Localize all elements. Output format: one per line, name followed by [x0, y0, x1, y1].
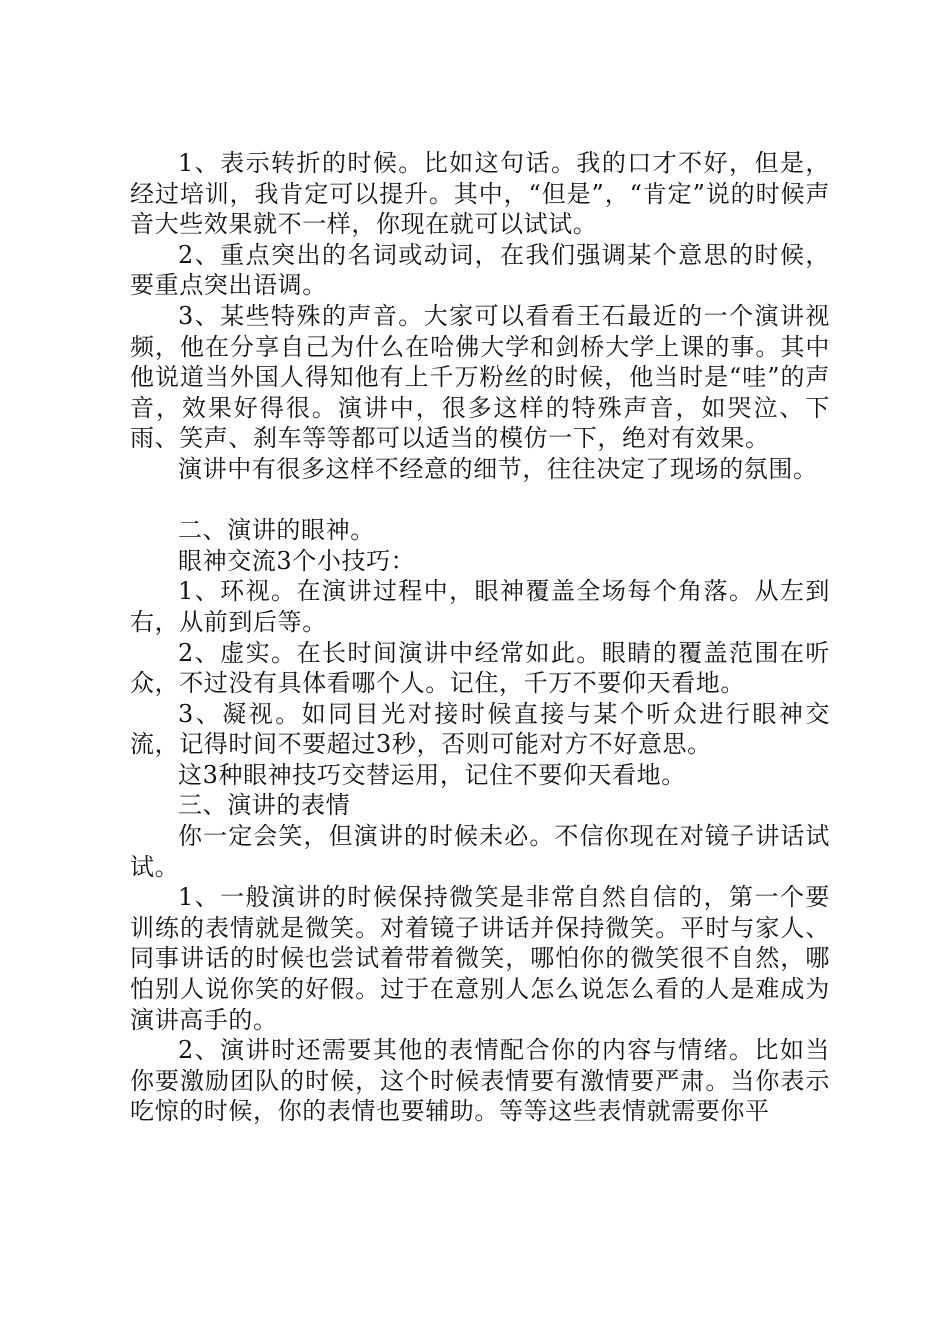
blank-line — [130, 485, 830, 516]
paragraph-details-summary: 演讲中有很多这样不经意的细节，往往决定了现场的氛围。 — [178, 454, 818, 483]
section-heading-expression: 三、演讲的表情 — [178, 791, 351, 820]
paragraph-eye-summary: 这3种眼神技巧交替运用，记住不要仰天看地。 — [178, 760, 686, 789]
paragraph-contrast-tone: 1、表示转折的时候。比如这句话。我的口才不好，但是，经过培训，我肯定可以提升。其中，“但是”，“肯定”说的时候声音大些效果就不一样，你现在就可以试试。 — [130, 149, 830, 239]
paragraph-expression-intro: 你一定会笑，但演讲的时候未必。不信你现在对镜子讲话试试。 — [130, 822, 830, 881]
paragraph-gaze: 3、凝视。如同目光对接时候直接与某个听众进行眼神交流，记得时间不要超过3秒，否则可能对方不好意思。 — [130, 699, 830, 759]
paragraph-eye-tips-intro: 眼神交流3个小技巧： — [178, 546, 416, 575]
paragraph-soft-focus: 2、虚实。在长时间演讲中经常如此。眼睛的覆盖范围在听众，不过没有具体看哪个人。记住，千万不要仰天看地。 — [130, 638, 830, 698]
paragraph-special-sounds: 3、某些特殊的声音。大家可以看看王石最近的一个演讲视频，他在分享自己为什么在哈佛大学和剑桥大学上课的事。其中他说道当外国人得知他有上千万粉丝的时候，他当时是“哇”的声音，效果好得很。演讲中，很多这样的特殊声音，如哭泣、下雨、笑声、刹车等等都可以适当的模仿一下，绝对有效果。 — [130, 301, 830, 453]
paragraph-other-expressions: 2、演讲时还需要其他的表情配合你的内容与情绪。比如当你要激励团队的时候，这个时候表情要有激情要严肃。当你表示吃惊的时候，你的表情也要辅助。等等这些表情就需要你平 — [130, 1036, 830, 1126]
paragraph-key-words: 2、重点突出的名词或动词，在我们强调某个意思的时候，要重点突出语调。 — [130, 240, 830, 300]
paragraph-scan: 1、环视。在演讲过程中，眼神覆盖全场每个角落。从左到右，从前到后等。 — [130, 577, 830, 636]
section-heading-eye-contact: 二、演讲的眼神。 — [178, 516, 375, 545]
document-body — [130, 148, 830, 1127]
paragraph-smile: 1、一般演讲的时候保持微笑是非常自然自信的，第一个要训练的表情就是微笑。对着镜子讲话并保持微笑。平时与家人、同事讲话的时候也尝试着带着微笑，哪怕你的微笑很不自然，哪怕别人说你笑的好假。过于在意别人怎么说怎么看的人是难成为演讲高手的。 — [130, 883, 830, 1034]
